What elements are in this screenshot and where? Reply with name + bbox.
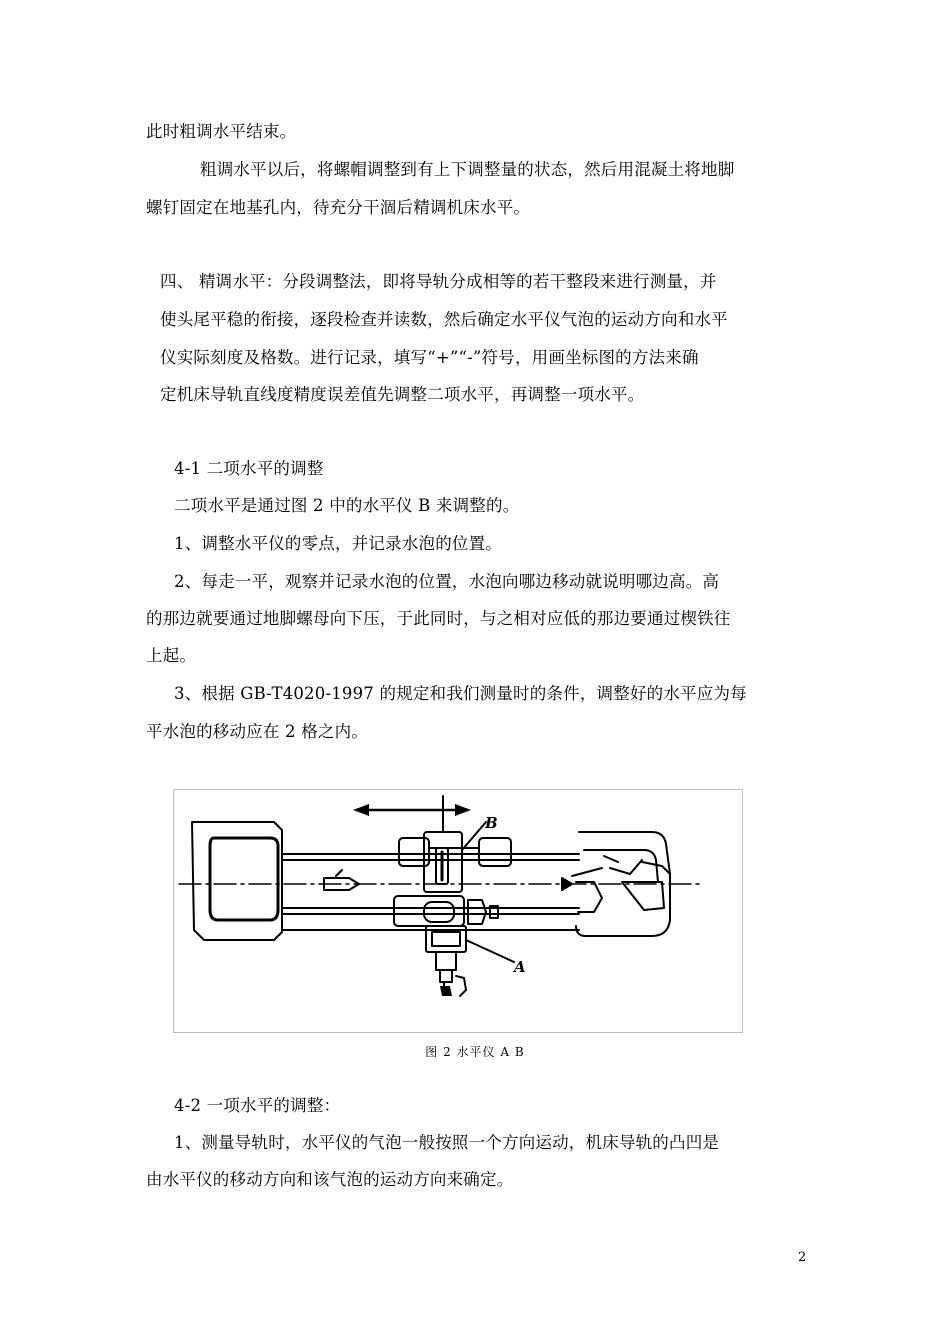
paragraph-line: 2、每走一平，观察并记录水泡的位置，水泡向哪边移动就说明哪边高。高	[174, 572, 720, 591]
section-heading-4-1: 4-1 二项水平的调整	[174, 459, 324, 478]
section-four-heading-line: 四、 精调水平：分段调整法，即将导轨分成相等的若干整段来进行测量，并	[160, 272, 717, 291]
paragraph-line: 粗调水平以后，将螺帽调整到有上下调整量的状态，然后用混凝土将地脚	[200, 160, 735, 179]
paragraph-line: 使头尾平稳的衔接，逐段检查并读数，然后确定水平仪气泡的运动方向和水平	[160, 310, 728, 329]
paragraph-line: 此时粗调水平结束。	[146, 122, 297, 141]
paragraph-line: 平水泡的移动应在 2 格之内。	[146, 722, 368, 741]
lathe-diagram	[174, 790, 744, 1034]
figure-level-diagram	[173, 789, 743, 1033]
page-number: 2	[798, 1250, 807, 1265]
paragraph-line: 由水平仪的移动方向和该气泡的运动方向来确定。	[146, 1170, 514, 1189]
paragraph-line: 定机床导轨直线度精度误差值先调整二项水平，再调整一项水平。	[160, 385, 645, 404]
label-b: B	[485, 814, 498, 832]
paragraph-line: 1、调整水平仪的零点，并记录水泡的位置。	[174, 534, 502, 553]
paragraph-line: 二项水平是通过图 2 中的水平仪 B 来调整的。	[174, 496, 520, 515]
section-heading-4-2: 4-2 一项水平的调整：	[174, 1096, 341, 1115]
paragraph-line: 3、根据 GB-T4020-1997 的规定和我们测量时的条件，调整好的水平应为每	[174, 684, 747, 703]
figure-caption: 图 2 水平仪 A B	[425, 1045, 525, 1059]
paragraph-line: 螺钉固定在地基孔内，待充分干涸后精调机床水平。	[146, 198, 531, 217]
paragraph-line: 仪实际刻度及格数。进行记录，填写“+”“-”符号，用画坐标图的方法来确	[160, 348, 699, 367]
paragraph-line: 的那边就要通过地脚螺母向下压，于此同时，与之相对应低的那边要通过楔铁往	[146, 609, 731, 628]
paragraph-line: 1、测量导轨时，水平仪的气泡一般按照一个方向运动，机床导轨的凸凹是	[174, 1133, 720, 1152]
paragraph-line: 上起。	[146, 646, 197, 665]
label-a: A	[514, 958, 526, 976]
